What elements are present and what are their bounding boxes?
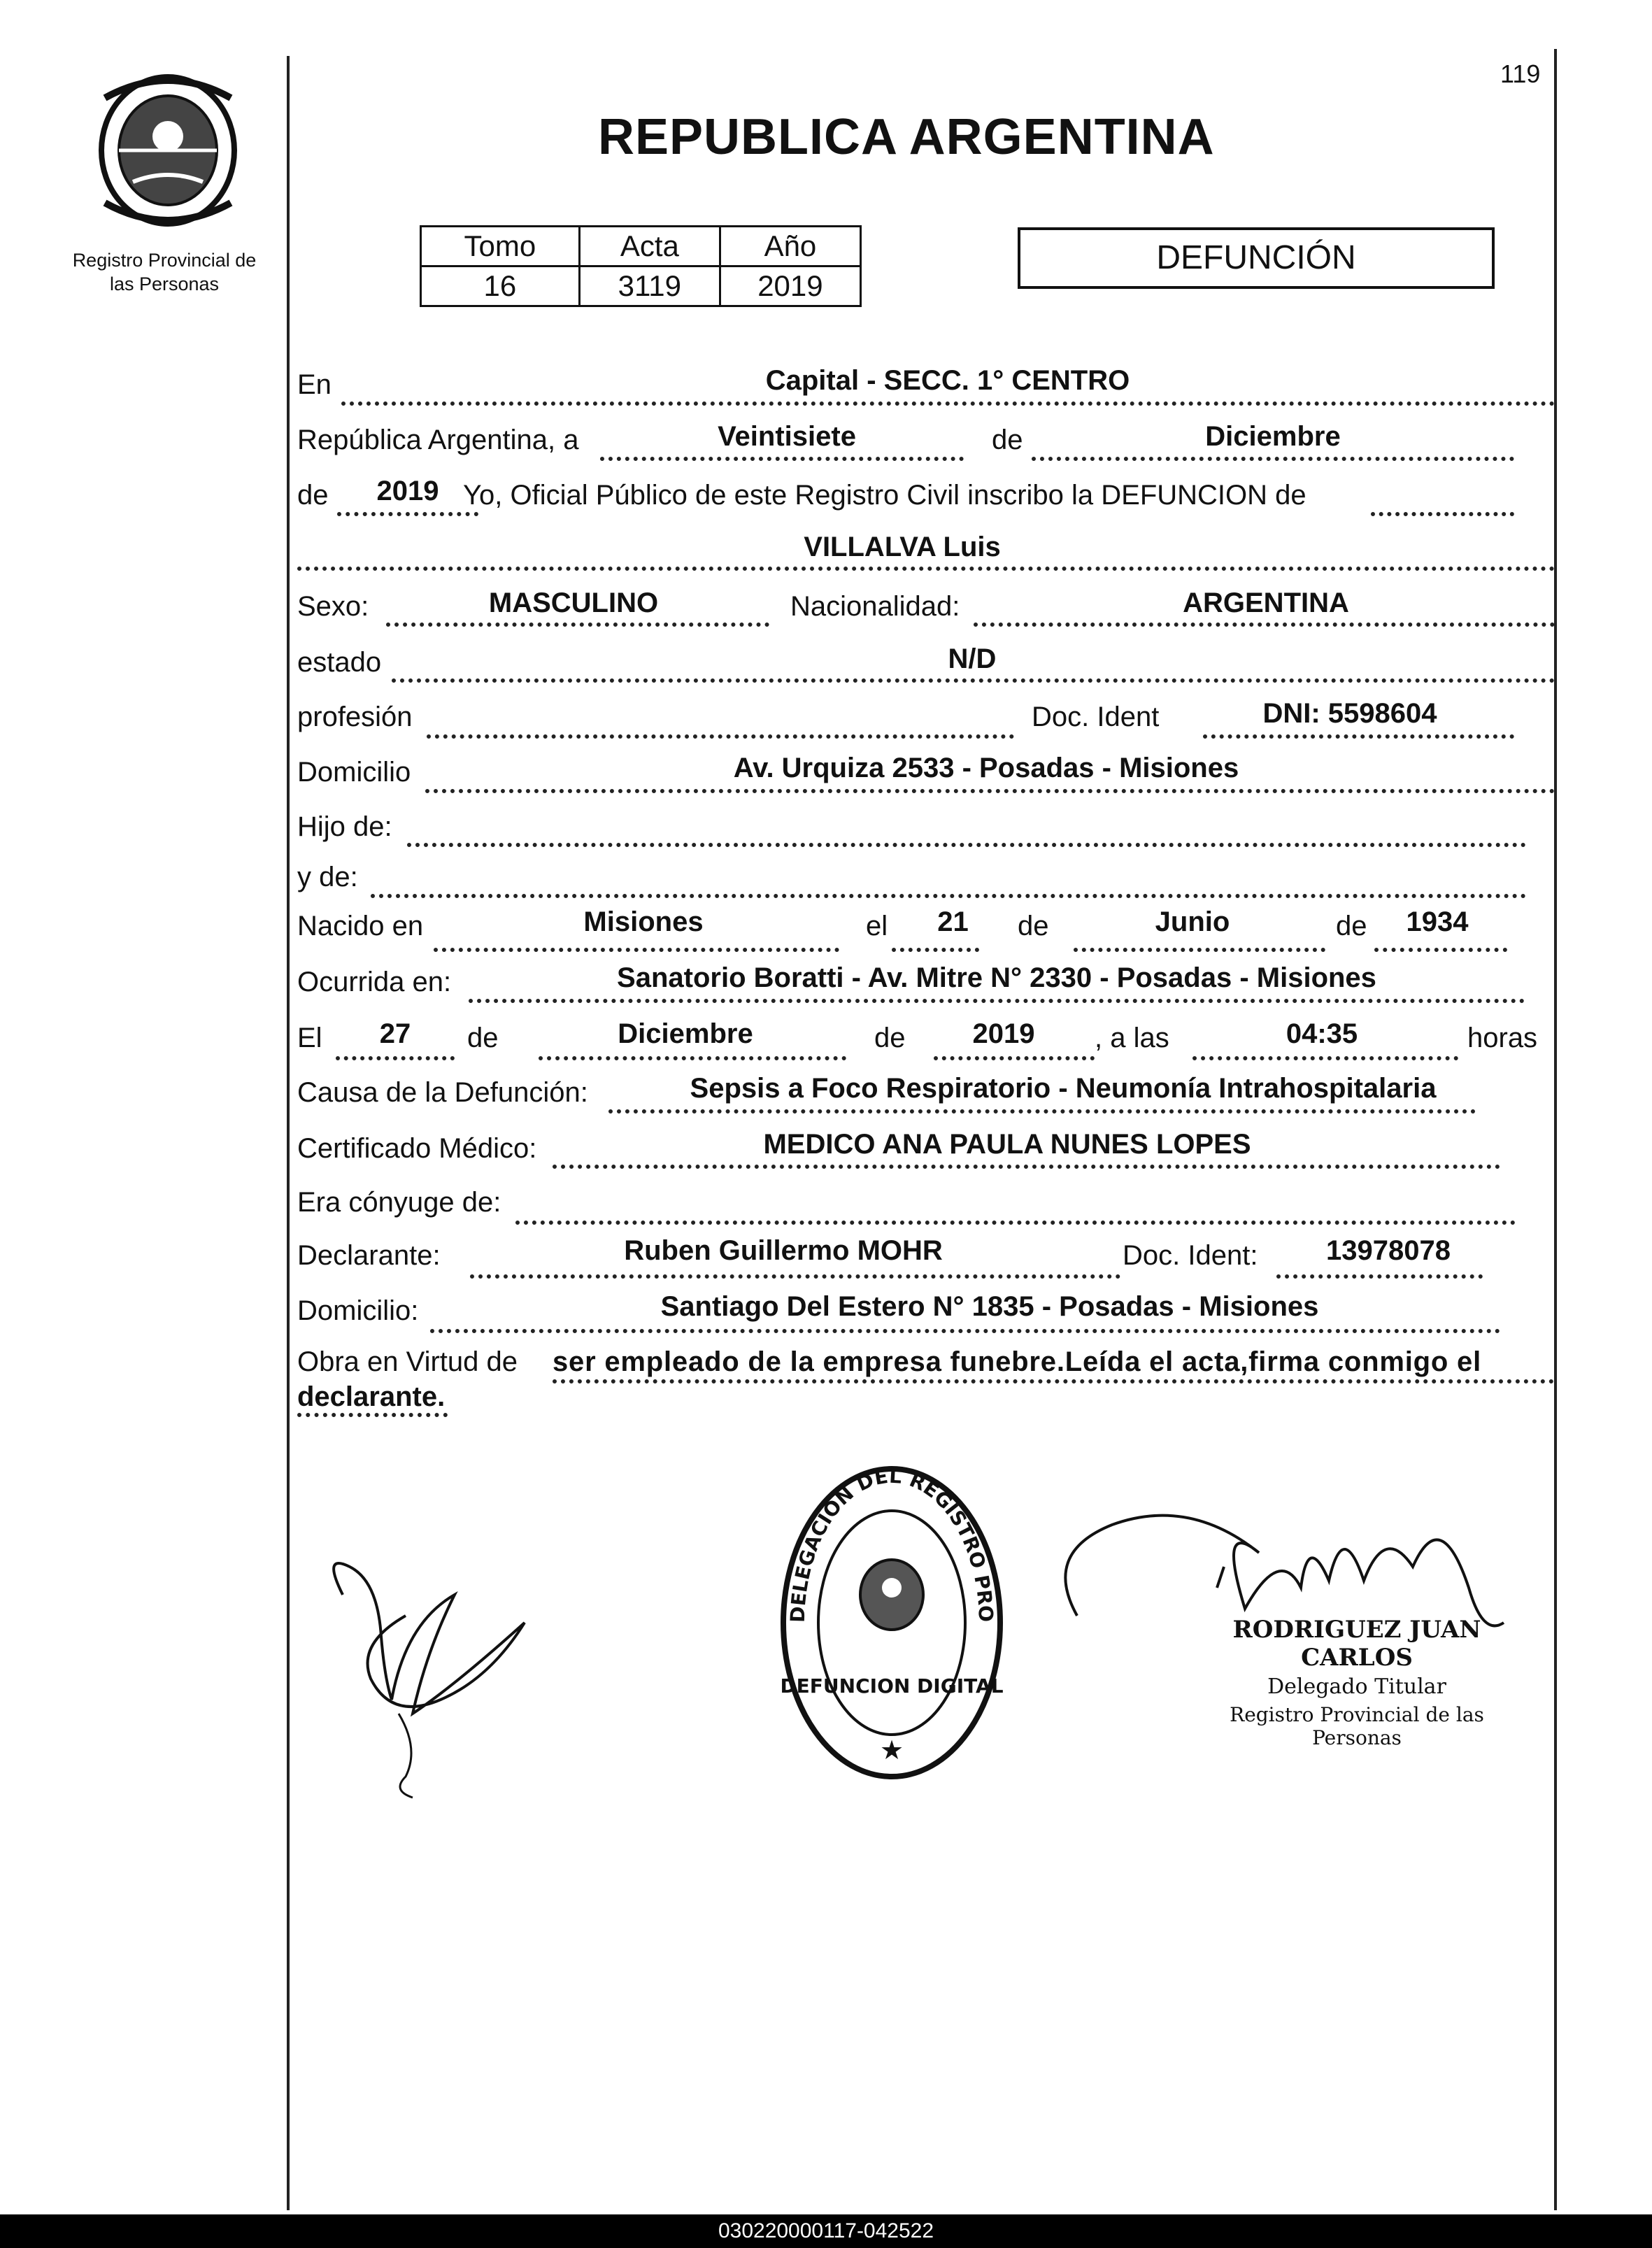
yde-label: y de: xyxy=(297,862,358,892)
yde-dotted-line xyxy=(371,894,1526,898)
ocurrida-value: Sanatorio Boratti - Av. Mitre N° 2330 - Posadas - Misiones xyxy=(617,962,1376,993)
birth-el-label: el xyxy=(866,911,888,941)
signatory-name: RODRIGUEZ JUAN CARLOS xyxy=(1232,1616,1481,1672)
province-seal-logo xyxy=(91,70,245,231)
death-day-value: 27 xyxy=(379,1018,411,1049)
birth-de1-label: de xyxy=(1018,911,1049,941)
ocurrida-label: Ocurrida en: xyxy=(297,967,452,997)
record-table-cell: 2019 xyxy=(720,266,860,306)
page-title: REPUBLICA ARGENTINA xyxy=(598,109,1215,165)
sexo-dotted-line xyxy=(386,623,769,627)
domicilio2-label: Domicilio: xyxy=(297,1295,419,1326)
record-table-cell: 3119 xyxy=(579,266,720,306)
certificado-value: MEDICO ANA PAULA NUNES LOPES xyxy=(763,1129,1251,1160)
en-dotted-line xyxy=(341,401,1555,406)
death-month-dotted-line xyxy=(539,1056,846,1060)
doc-ident-label: Doc. Ident xyxy=(1032,702,1160,732)
document-type-label: DEFUNCIÓN xyxy=(1156,239,1356,276)
inscribo-text: Yo, Oficial Público de este Registro Civil inscribo la DEFUNCION de xyxy=(463,480,1306,511)
estado-label: estado xyxy=(297,647,382,678)
ocurrida-dotted-line xyxy=(469,999,1525,1003)
declarante-dotted-line xyxy=(470,1274,1120,1279)
horas-label: horas xyxy=(1467,1023,1538,1053)
doc-ident-dotted-line xyxy=(1203,734,1514,739)
birth-year-value: 1934 xyxy=(1406,906,1469,937)
de-label: de xyxy=(992,425,1023,455)
doc-ident2-value: 13978078 xyxy=(1326,1235,1451,1266)
birth-de2-label: de xyxy=(1336,911,1367,941)
obra-label: Obra en Virtud de xyxy=(297,1346,518,1377)
registration-year-value: 2019 xyxy=(376,476,439,506)
month-dotted-line xyxy=(1032,457,1514,461)
stamp-outer-text: DELEGACION DEL REGISTRO PRO xyxy=(785,1464,998,1623)
nacionalidad-value: ARGENTINA xyxy=(1183,588,1349,618)
doc-ident2-dotted-line xyxy=(1276,1274,1483,1279)
domicilio-label: Domicilio xyxy=(297,757,411,788)
month-value: Diciembre xyxy=(1205,421,1341,452)
record-table-value-row xyxy=(421,266,861,306)
doc-ident2-label: Doc. Ident: xyxy=(1123,1240,1258,1271)
birth-month-value: Junio xyxy=(1155,906,1230,937)
conyuge-label: Era cónyuge de: xyxy=(297,1187,501,1218)
registry-name-line2: las Personas xyxy=(109,273,220,294)
record-table-header: Tomo xyxy=(421,227,580,266)
en-value: Capital - SECC. 1° CENTRO xyxy=(765,365,1130,396)
republica-label: República Argentina, a xyxy=(297,425,579,455)
birth-day-dotted-line xyxy=(892,948,979,952)
sexo-value: MASCULINO xyxy=(488,588,659,618)
signatory-org: Registro Provincial de las Personas xyxy=(1230,1703,1484,1749)
death-month-value: Diciembre xyxy=(618,1018,753,1049)
left-margin-line xyxy=(287,56,290,2210)
footer-bar xyxy=(0,2214,1652,2248)
signatory-role: Delegado Titular xyxy=(1267,1674,1446,1699)
causa-value: Sepsis a Foco Respiratorio - Neumonía Intrahospitalaria xyxy=(690,1073,1437,1104)
deceased-name-value: VILLALVA Luis xyxy=(804,532,1001,562)
death-de2-label: de xyxy=(874,1023,906,1053)
profesion-label: profesión xyxy=(297,702,413,732)
declarante-value: Ruben Guillermo MOHR xyxy=(624,1235,943,1266)
year-prefix-label: de xyxy=(297,480,329,511)
certificado-label: Certificado Médico: xyxy=(297,1133,537,1164)
record-table xyxy=(420,225,862,307)
record-table-cell: 16 xyxy=(421,266,580,306)
domicilio-dotted-line xyxy=(425,789,1555,793)
birth-day-value: 21 xyxy=(937,906,969,937)
en-label: En xyxy=(297,369,332,400)
death-day-dotted-line xyxy=(336,1056,455,1060)
barcode-text: 030220000117-042522 xyxy=(718,2219,934,2242)
death-time-dotted-line xyxy=(1192,1056,1458,1060)
nacido-value: Misiones xyxy=(583,906,704,937)
estado-dotted-line xyxy=(392,678,1555,683)
name-dotted-line xyxy=(297,567,1555,571)
inscribo-dotted-line xyxy=(1371,512,1514,516)
right-margin-line xyxy=(1554,49,1557,2210)
year-dotted-line xyxy=(337,512,478,516)
domicilio2-dotted-line xyxy=(430,1329,1500,1333)
registry-name xyxy=(49,248,280,296)
estado-value: N/D xyxy=(948,643,997,674)
record-table-header: Año xyxy=(720,227,860,266)
profesion-dotted-line xyxy=(427,734,1014,739)
obra-value-line1: ser empleado de la empresa funebre.Leída el acta,firma conmigo el xyxy=(553,1346,1482,1377)
alas-label: , a las xyxy=(1095,1023,1169,1053)
day-dotted-line xyxy=(600,457,964,461)
causa-dotted-line xyxy=(608,1109,1476,1114)
domicilio-value: Av. Urquiza 2533 - Posadas - Misiones xyxy=(733,753,1239,783)
certificado-dotted-line xyxy=(553,1165,1500,1169)
obra-value-line2: declarante. xyxy=(297,1381,446,1412)
causa-label: Causa de la Defunción: xyxy=(297,1077,588,1108)
registry-name-line1: Registro Provincial de xyxy=(72,250,257,271)
death-el-label: El xyxy=(297,1023,322,1053)
record-table-header: Acta xyxy=(579,227,720,266)
document-type-box xyxy=(1018,227,1495,289)
death-time-value: 04:35 xyxy=(1286,1018,1358,1049)
stamp-star-icon: ★ xyxy=(879,1735,904,1765)
day-value: Veintisiete xyxy=(718,421,856,452)
page-number: 119 xyxy=(1500,59,1541,88)
birth-year-dotted-line xyxy=(1374,948,1507,952)
obra-dotted-line2 xyxy=(297,1413,448,1417)
doc-ident-value: DNI: 5598604 xyxy=(1262,698,1437,729)
death-de1-label: de xyxy=(467,1023,499,1053)
hijo-dotted-line xyxy=(407,843,1526,847)
death-year-dotted-line xyxy=(934,1056,1095,1060)
declarante-label: Declarante: xyxy=(297,1240,441,1271)
nacionalidad-dotted-line xyxy=(974,623,1555,627)
birth-month-dotted-line xyxy=(1074,948,1325,952)
obra-dotted-line1 xyxy=(553,1379,1554,1383)
signatory-block xyxy=(1182,1616,1532,1749)
nacido-dotted-line xyxy=(434,948,839,952)
nacionalidad-label: Nacionalidad: xyxy=(790,591,960,622)
sexo-label: Sexo: xyxy=(297,591,369,622)
domicilio2-value: Santiago Del Estero N° 1835 - Posadas - Misiones xyxy=(660,1291,1319,1322)
death-year-value: 2019 xyxy=(972,1018,1035,1049)
declarant-signature xyxy=(315,1539,581,1805)
conyuge-dotted-line xyxy=(515,1221,1516,1225)
stamp-inner-text: DEFUNCION DIGITAL xyxy=(780,1674,1004,1698)
record-table-header-row xyxy=(421,227,861,266)
official-stamp xyxy=(776,1462,1007,1784)
nacido-label: Nacido en xyxy=(297,911,424,941)
hijo-label: Hijo de: xyxy=(297,811,392,842)
